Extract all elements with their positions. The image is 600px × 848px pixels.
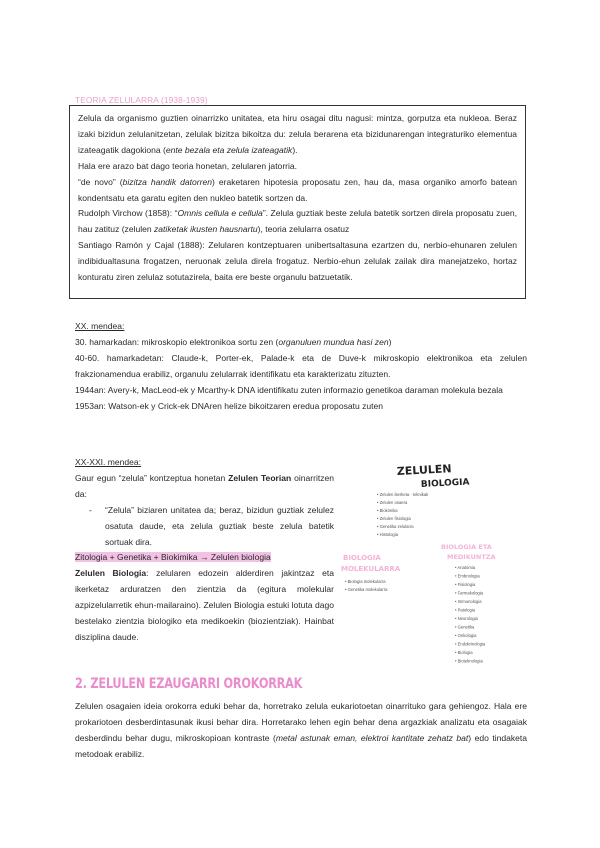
figure-right-item: • Onkologia <box>455 633 477 638</box>
figure-center-item: • Zelulen ikerketa · teknikak <box>377 492 429 497</box>
figure-center-item: • Zelulen fisiologia <box>377 516 411 521</box>
figure-left-title-2: MOLEKULARRA <box>341 565 401 573</box>
xxi-intro: Gaur egun “zelula” kontzeptua honetan Zelulen Teorian oinarritzen da: <box>75 472 335 499</box>
teoria-paragraph: Santiago Ramón y Cajal (1888): Zelularen kontzeptuaren unibertsaltasuna ezartzen du, nerbio-ehunaren zelulen indibidualtasuna frogatzen, neruonak zelula direla frogatuz. Nerbio-ehun zelulak zailak dira manejatzeko, hortaz konturatu ziren zelulaz sotutazirela, baita ere beste organulu batzuetatik. <box>78 240 517 283</box>
figure-right-item: • Bioteknologia <box>455 658 483 664</box>
figure-left-item: • Biologia molekularra <box>345 579 386 584</box>
figure-center-item: • Genetika zelularra <box>377 524 414 529</box>
xxi-bullet <box>75 503 334 551</box>
teoria-title: TEORIA ZELULARRA (1938-1939) <box>75 95 208 105</box>
cell-biology-figure <box>335 455 525 664</box>
teoria-box <box>69 105 526 299</box>
xx-line: 1953an: Watson-ek y Crick-ek DNAren helize bikoitzaren eredua proposatu zuten <box>75 400 384 411</box>
bullet-text: “Zelula” biziaren unitatea da; beraz, bizidun guztiak zelulez osatuta daude, eta zelula guztiak beste zelula batetik sortuak dira. <box>105 504 334 547</box>
section2-heading: 2. ZELULEN EZAUGARRI OROKORRAK <box>75 676 303 692</box>
xx-line: 40-60. hamarkadetan: Claude-k, Porter-ek, Palade-k eta de Duve-k mikroskopio elektronikoa eta zelulen frakzionamendua erabiliz, organulu zelularrak identifikatu eta karakterizatu zituzten. <box>75 352 527 379</box>
figure-left-item: • Genetika molekularra <box>345 587 388 592</box>
figure-right-item: • Immunologia <box>455 599 482 604</box>
xx-section <box>75 319 527 414</box>
bullet-mark: - <box>89 504 92 515</box>
figure-right-item: • Neurologia <box>455 616 478 621</box>
figure-right-title-2: MEDIKUNTZA <box>447 553 496 561</box>
figure-right-item: • Embriologia <box>455 573 480 579</box>
figure-right-item: • Biologia <box>455 650 473 655</box>
xxi-highlight: Zitologia + Genetika + Biokimika → Zelulen biologia <box>75 552 271 563</box>
figure-left-title-1: BIOLOGIA <box>343 554 381 562</box>
xxi-section <box>75 455 334 646</box>
xx-line: 1944an: Avery-k, MacLeod-ek y Mcarthy-k DNA identifikatu zuten informazio genetikoa daraman molekula bezala <box>75 384 503 395</box>
teoria-paragraph: Hala ere arazo bat dago teoria honetan, zelularen jatorria. <box>78 160 298 171</box>
figure-right-item: • Anatomia <box>455 565 476 570</box>
section2-text: Zelulen osagaien ideia orokorra eduki behar da, horretrako zelula eukariotoetan oinarrituko gara gehiengoz. Hala ere prokariotoen desberdintasunak ikusi behar dira. Horretarako lehen egin behar dena argazkiak analizatu eta osagaiak desberdindu behar dugu, mikroskopioan kontraste (metal astunak eman, elektroi kantitate zehatz bat) edo tindaketa metodoak erabiliz. <box>75 701 528 759</box>
figure-right-title-1: BIOLOGIA ETA <box>441 543 492 551</box>
figure-right-item: • Farmakologia <box>455 590 483 596</box>
figure-center-item: • Histologia <box>377 532 399 537</box>
xxi-heading: XX-XXI. mendea: <box>75 457 142 467</box>
teoria-paragraph: Zelula da organismo guztien oinarrizko unitatea, eta hiru osagai ditu nagusi: mintza, gorputza eta nukleoa. Beraz izaki bizidun zelulanitzetan, zelulak bizitza bikoitza du: zelula berarena eta bizidunarengan integraturiko elementua izateagatik dagokiona (ente bezala eta zelula izateagatik). <box>78 113 517 155</box>
figure-title-line2: BIOLOGIA <box>420 477 470 490</box>
figure-right-item: • Patologia <box>455 607 476 613</box>
xx-heading: XX. mendea: <box>75 321 125 331</box>
xxi-definition: Zelulen Biologia: zelularen edozein alderdiren jakintzaz eta ikerketaz arduratzen den zientzia da (egitura molekular azpizelularretik ehun-mailaraino). Zelulen Biologia estuki lotuta dago bestelako zientzia biologiko eta medikoekin (biozientziak). Hainbat disziplina daude. <box>75 568 334 642</box>
xx-line: 30. hamarkadan: mikroskopio elektronikoa sortu zen (organuluen munduа hasi zen) <box>75 336 392 347</box>
teoria-paragraph: Rudolph Virchow (1858): “Omnis cellula e cellula”. Zelula guztiak beste zelula batetik sortzen direla proposatu zuen, hau zatituz (zelulen zatiketak ikusten hausnartu), teoria zelularra osatuz <box>78 208 517 235</box>
figure-title-line1: ZELULEN <box>396 462 452 478</box>
figure-right-item: • Endokrinologia <box>455 641 486 647</box>
figure-right-item: • Genetika <box>455 624 475 630</box>
figure-center-item: • Biokimika <box>377 508 398 513</box>
figure-center-item: • Zelulen osaera <box>377 500 408 505</box>
figure-right-item: • Fisiologia <box>455 582 476 587</box>
teoria-paragraph: “de novo” (bizitza handik datorren) eraketaren hipotesia proposatu zen, hau da, masa organiko amorfo batean kondentsatu eta garatu egiten den nukleo batetik sortzen da. <box>78 176 518 203</box>
